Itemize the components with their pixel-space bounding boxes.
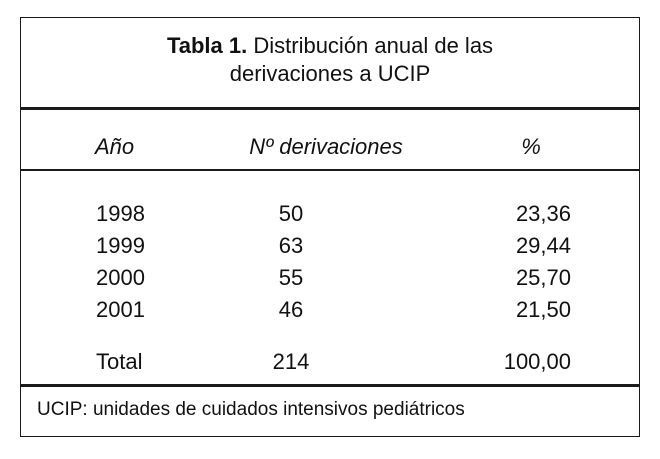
row-2000-year: 2000	[96, 265, 145, 290]
header-count: Nº derivaciones	[249, 134, 403, 159]
row-1999-percent: 29,44	[515, 233, 571, 258]
table-title	[21, 32, 639, 88]
row-2000-percent: 25,70	[515, 265, 571, 290]
row-1999-count: 63	[278, 233, 304, 258]
row-1999-year: 1999	[96, 233, 145, 258]
total-label: Total	[96, 349, 143, 374]
table-footnote: UCIP: unidades de cuidados intensivos pediátricos	[37, 399, 465, 420]
title-line-2: derivaciones a UCIP	[229, 61, 431, 86]
bottom-thick-rule	[21, 384, 639, 387]
row-2001-percent: 21,50	[515, 297, 571, 322]
table-frame	[20, 17, 640, 437]
top-thick-rule	[21, 107, 639, 110]
title-text-1: Distribución anual de las	[253, 33, 494, 58]
header-year: Año	[95, 134, 135, 159]
header-percent: %	[521, 134, 541, 159]
row-2001-count: 46	[278, 297, 304, 322]
row-2001-year: 2001	[96, 297, 145, 322]
row-1998-year: 1998	[96, 201, 145, 226]
total-count: 214	[272, 349, 310, 374]
total-percent: 100,00	[503, 349, 571, 374]
row-2000-count: 55	[278, 265, 304, 290]
row-1998-count: 50	[278, 201, 304, 226]
header-rule	[21, 169, 639, 171]
title-line-1	[21, 32, 639, 60]
title-prefix: Tabla 1.	[166, 33, 248, 58]
row-1998-percent: 23,36	[515, 201, 571, 226]
